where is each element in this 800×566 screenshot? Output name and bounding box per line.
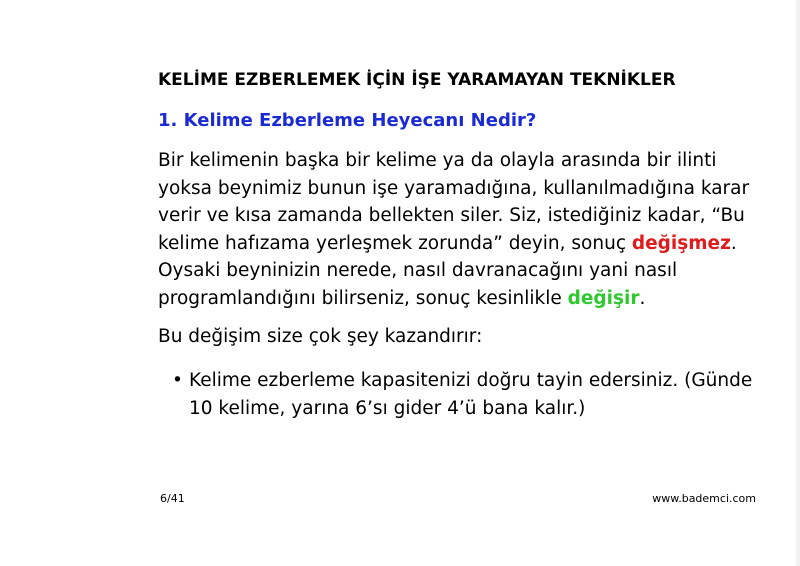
highlight-positive: değişir bbox=[567, 287, 640, 309]
bullet-marker: • bbox=[172, 370, 183, 391]
body-paragraph-1 bbox=[158, 147, 758, 312]
bullet-item bbox=[172, 367, 762, 422]
page-title: KELİME EZBERLEMEK İÇİN İŞE YARAMAYAN TEKNİKLER bbox=[158, 70, 676, 90]
highlight-negative: değişmez bbox=[631, 232, 731, 254]
page-number: 6/41 bbox=[160, 492, 185, 505]
paragraph-text: Bir kelimenin başka bir kelime ya da olayla arasında bir ilinti yoksa beynimiz bunun işe yaramadığına, kullanılmadığına karar verir ve kısa zamanda bellekten siler. Siz, istediğiniz kadar, “Bu kelime hafızama yerleşmek zorunda” deyin, sonuç bbox=[158, 150, 750, 254]
body-paragraph-2: Bu değişim size çok şey kazandırır: bbox=[158, 326, 483, 347]
bullet-text: Kelime ezberleme kapasitenizi doğru tayin edersiniz. (Günde 10 kelime, yarına 6’sı gider 4’ü bana kalır.) bbox=[189, 370, 753, 419]
paragraph-text: . bbox=[639, 287, 646, 309]
section-heading: 1. Kelime Ezberleme Heyecanı Nedir? bbox=[158, 110, 537, 131]
website-link: www.bademci.com bbox=[652, 492, 756, 505]
paragraph-text: . Oysaki beyninizin nerede, nasıl davranacağını yani nasıl programlandığını bilirseniz, sonuç kesinlikle bbox=[158, 232, 737, 309]
page-edge bbox=[796, 0, 800, 566]
